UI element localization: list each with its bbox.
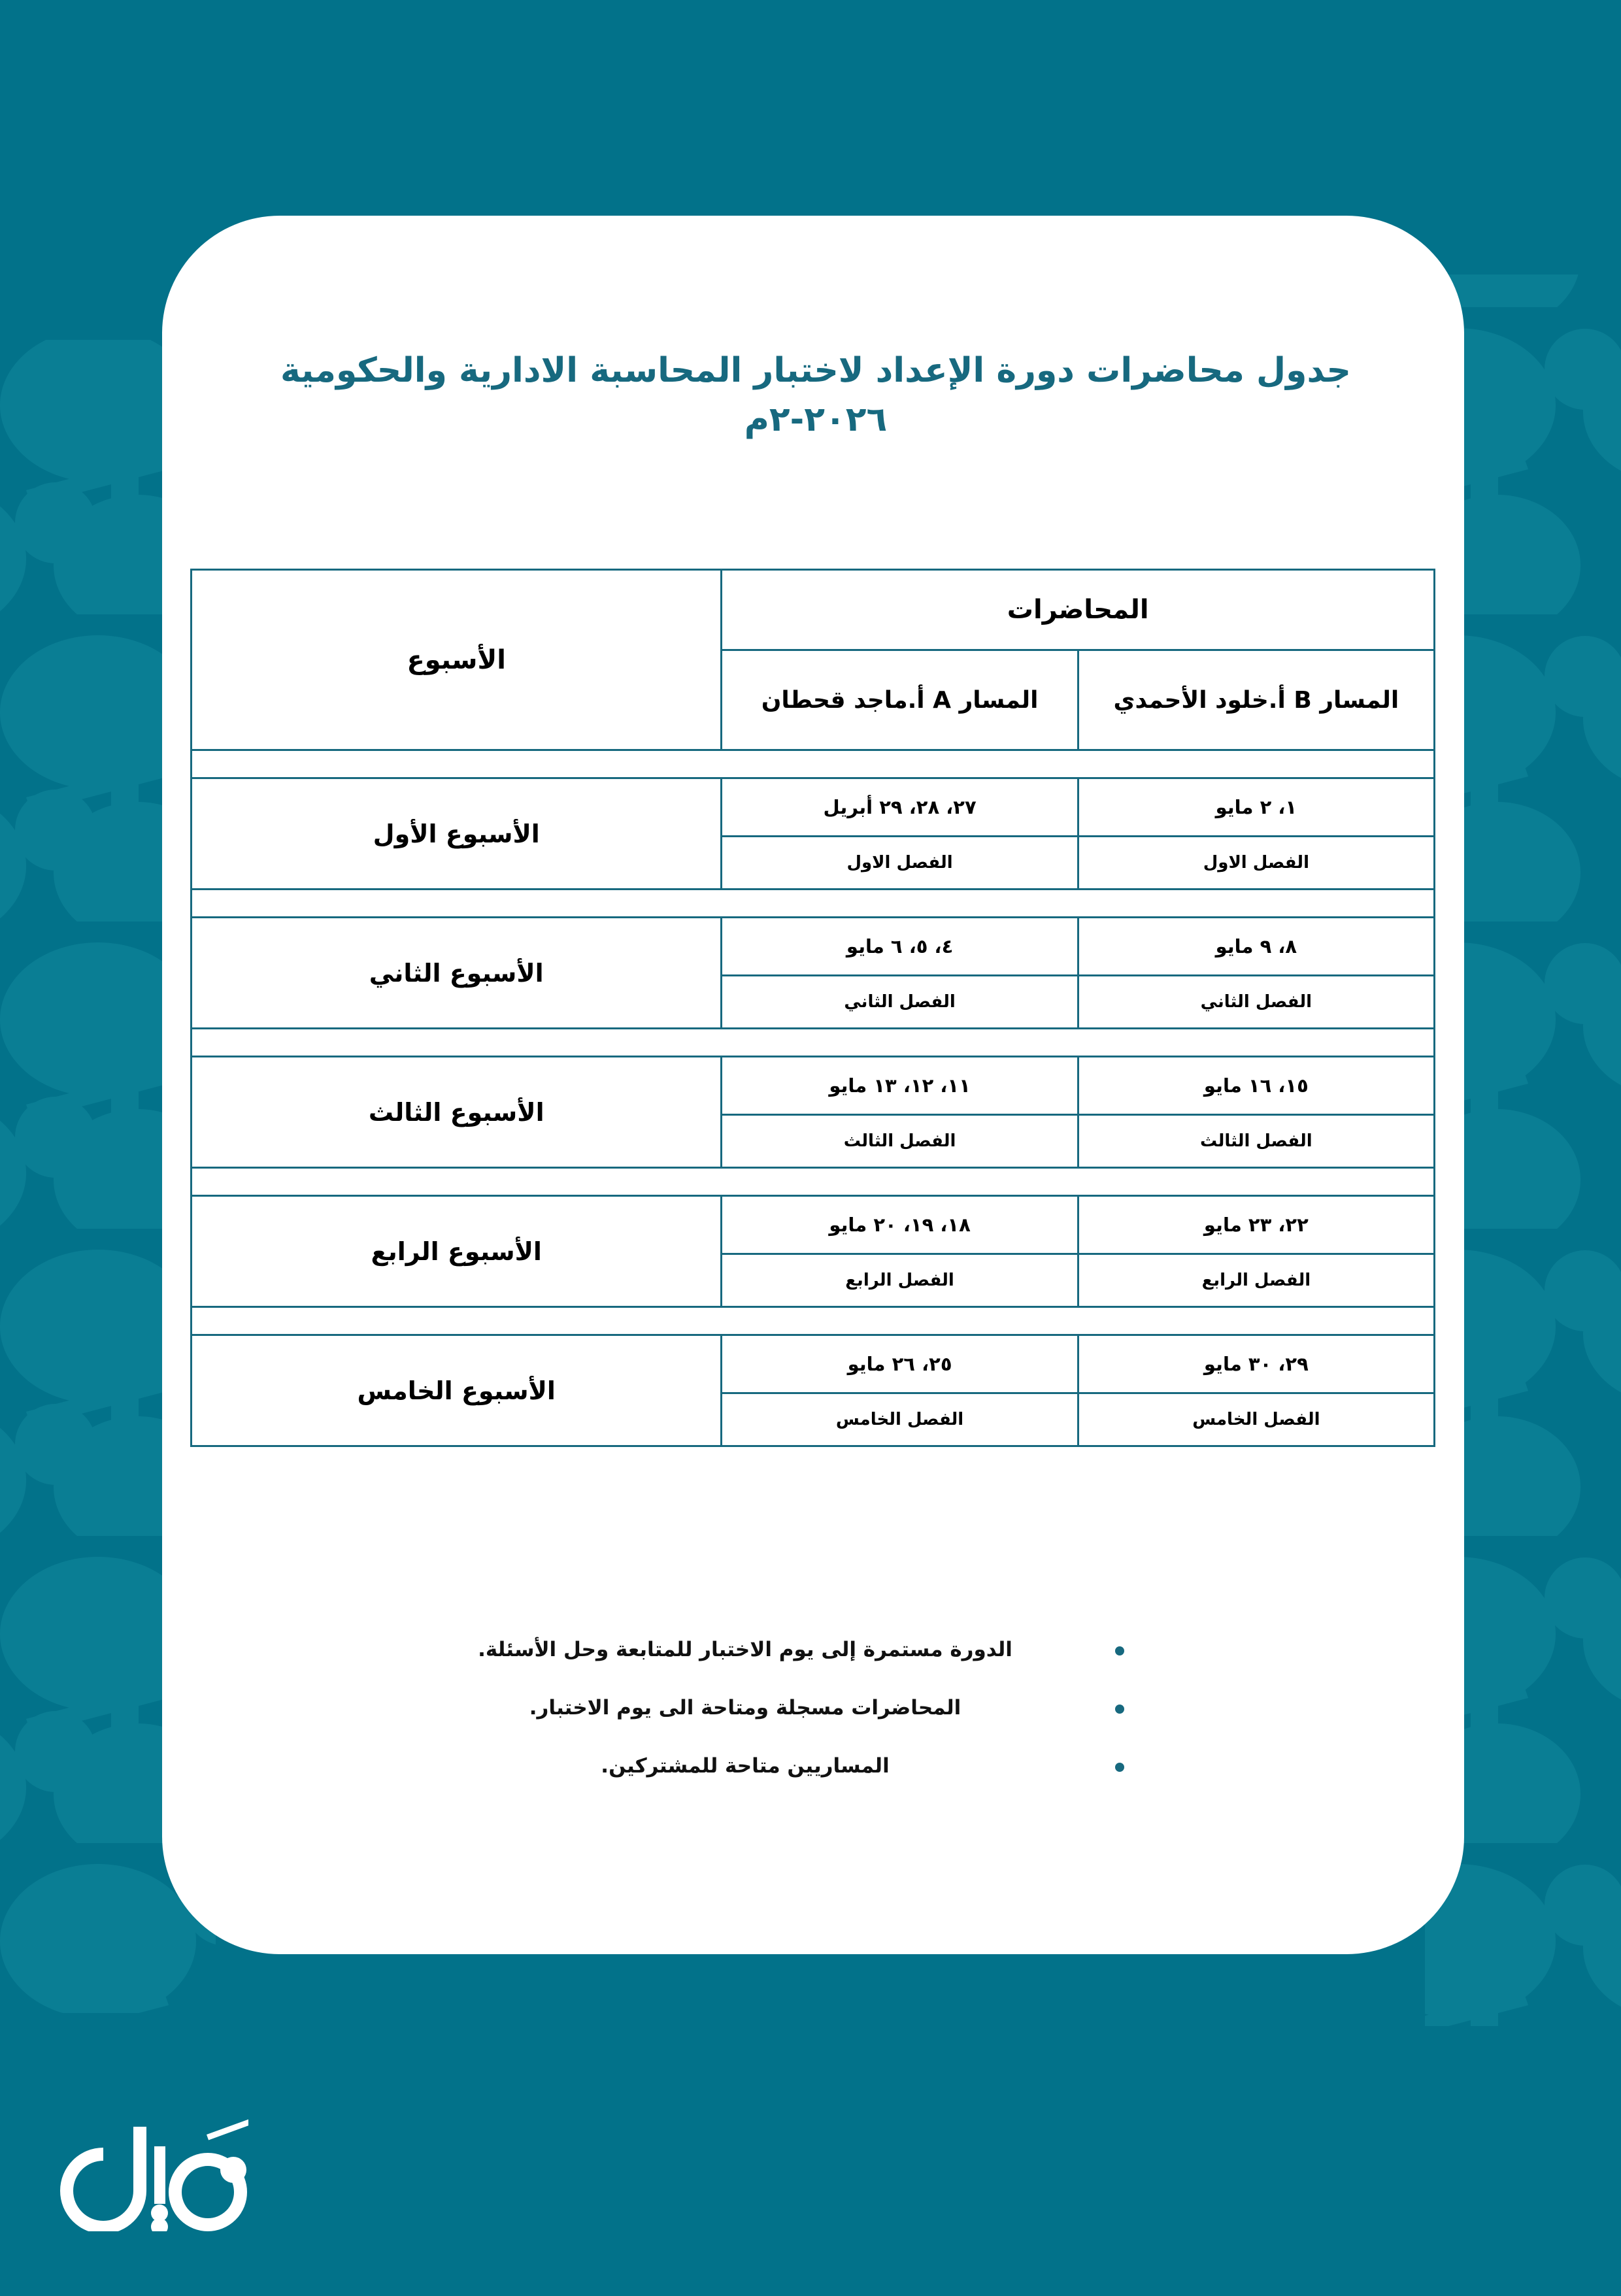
week5-track-b-chapter: الفصل الخامس — [1078, 1393, 1434, 1446]
week1-track-b-chapter: الفصل الاول — [1078, 837, 1434, 890]
week4-track-b-date: ٢٢، ٢٣ مايو — [1078, 1196, 1434, 1254]
table-row — [192, 1057, 1435, 1115]
header-track-a: المسار A أ.ماجد قحطان — [722, 650, 1078, 750]
week1-track-a-date: ٢٧، ٢٨، ٢٩ أبريل — [722, 778, 1078, 837]
week4-track-b-chapter: الفصل الرابع — [1078, 1254, 1434, 1307]
header-lectures: المحاضرات — [722, 570, 1435, 650]
week5-track-b-date: ٢٩، ٣٠ مايو — [1078, 1335, 1434, 1393]
week4-label: الأسبوع الرابع — [192, 1196, 722, 1307]
week3-track-a-date: ١١، ١٢، ١٣ مايو — [722, 1057, 1078, 1115]
table-header-row-main — [192, 570, 1435, 650]
row-spacer — [192, 1029, 1435, 1057]
table-row — [192, 1335, 1435, 1393]
list-item: المساريين متاحة للمشتركين. — [405, 1754, 1124, 1779]
week2-label: الأسبوع الثاني — [192, 918, 722, 1029]
table-row — [192, 1196, 1435, 1254]
row-spacer — [192, 1168, 1435, 1196]
week5-track-a-date: ٢٥، ٢٦ مايو — [722, 1335, 1078, 1393]
week4-track-a-date: ١٨، ١٩، ٢٠ مايو — [722, 1196, 1078, 1254]
week4-track-a-chapter: الفصل الرابع — [722, 1254, 1078, 1307]
content-card — [162, 216, 1464, 1954]
header-track-b: المسار B أ.خلود الأحمدي — [1078, 650, 1434, 750]
header-week: الأسبوع — [192, 570, 722, 750]
week3-track-b-date: ١٥، ١٦ مايو — [1078, 1057, 1434, 1115]
notes-list — [405, 1637, 1124, 1811]
list-item: المحاضرات مسجلة ومتاحة الى يوم الاختبار. — [405, 1695, 1124, 1721]
week2-track-a-date: ٤، ٥، ٦ مايو — [722, 918, 1078, 976]
week1-track-b-date: ١، ٢ مايو — [1078, 778, 1434, 837]
row-spacer — [192, 890, 1435, 918]
week1-label: الأسبوع الأول — [192, 778, 722, 890]
week2-track-b-date: ٨، ٩ مايو — [1078, 918, 1434, 976]
list-item: الدورة مستمرة إلى يوم الاختبار للمتابعة وحل الأسئلة. — [405, 1637, 1124, 1663]
week1-track-a-chapter: الفصل الاول — [722, 837, 1078, 890]
week5-label: الأسبوع الخامس — [192, 1335, 722, 1446]
row-spacer — [192, 1307, 1435, 1335]
week3-track-a-chapter: الفصل الثالث — [722, 1115, 1078, 1168]
title-line-2: ٢٠٢٦-٢م — [744, 400, 888, 440]
lecture-schedule-table — [190, 569, 1435, 1447]
table-row — [192, 918, 1435, 976]
brand-logo — [52, 2101, 248, 2231]
week3-track-b-chapter: الفصل الثالث — [1078, 1115, 1434, 1168]
week3-label: الأسبوع الثالث — [192, 1057, 722, 1168]
page-title — [260, 346, 1371, 445]
title-line-1: جدول محاضرات دورة الإعداد لاختبار المحاسبة الادارية والحكومية — [280, 351, 1352, 390]
week2-track-b-chapter: الفصل الثاني — [1078, 976, 1434, 1029]
table-row — [192, 778, 1435, 837]
week2-track-a-chapter: الفصل الثاني — [722, 976, 1078, 1029]
week5-track-a-chapter: الفصل الخامس — [722, 1393, 1078, 1446]
row-spacer — [192, 750, 1435, 778]
